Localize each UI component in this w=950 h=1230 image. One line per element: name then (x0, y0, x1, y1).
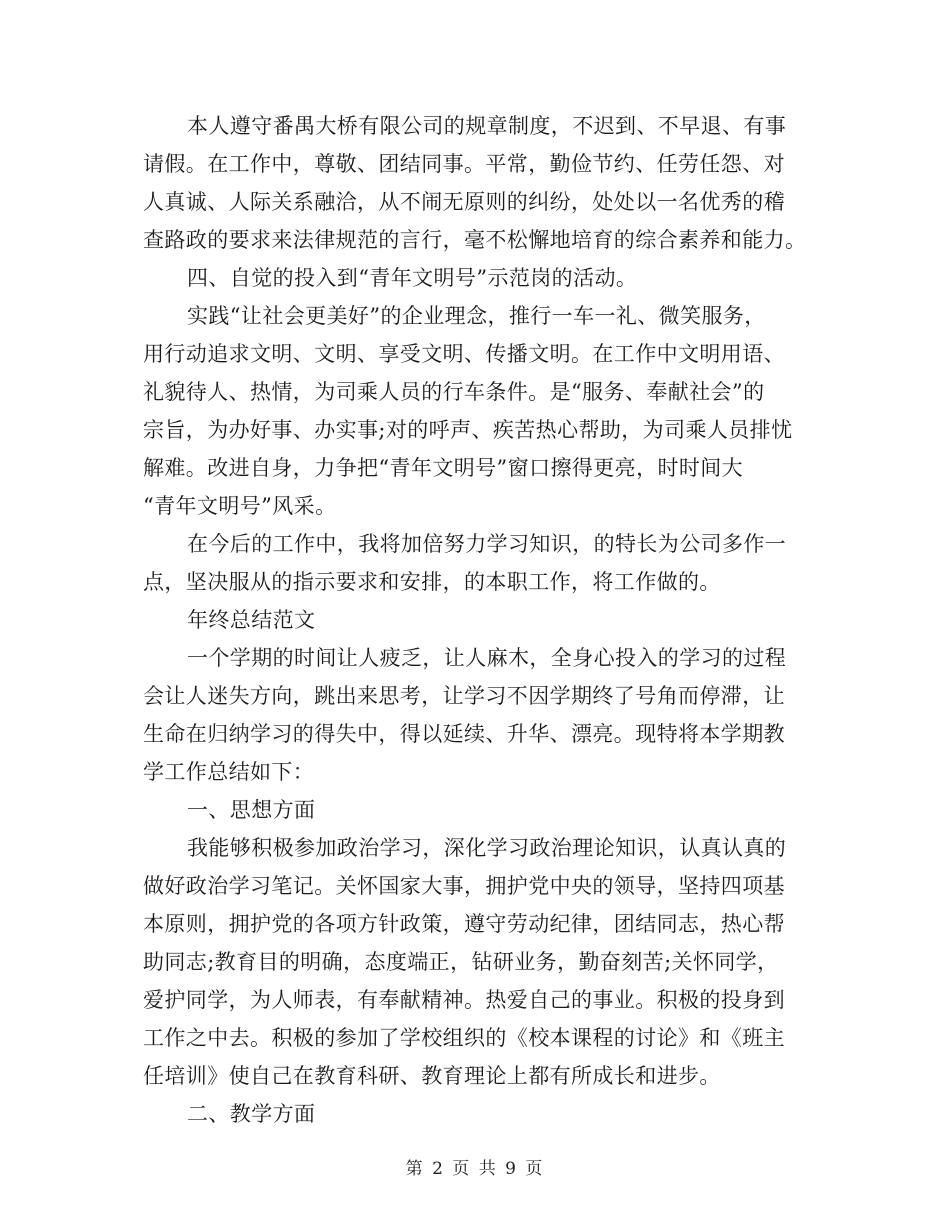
text-line: 会让人迷失方向，跳出来思考，让学习不因学期终了号角而停滞，让 (143, 684, 785, 708)
text-line: 解难。改进自身，力争把“青年文明号”窗口擦得更亮，时时间大 (143, 456, 744, 480)
text-line: 在今后的工作中，我将加倍努力学习知识，的特长为公司多作一 (187, 532, 787, 556)
text-line: “青年文明号”风采。 (143, 494, 337, 518)
text-line: 本人遵守番禺大桥有限公司的规章制度，不迟到、不早退、有事 (187, 114, 787, 138)
text-line: 年终总结范文 (187, 608, 316, 632)
text-line: 一、思想方面 (187, 798, 316, 822)
text-line: 学工作总结如下： (143, 760, 315, 784)
text-line: 查路政的要求来法律规范的言行，毫不松懈地培育的综合素养和能力。 (143, 228, 807, 252)
text-line: 请假。在工作中，尊敬、团结同事。平常，勤俭节约、任劳任怨、对 (143, 152, 785, 176)
text-line: 点，坚决服从的指示要求和安排，的本职工作，将工作做的。 (143, 570, 721, 594)
text-line: 四、自觉的投入到“青年文明号”示范岗的活动。 (187, 266, 638, 290)
text-line: 二、教学方面 (187, 1102, 316, 1126)
text-line: 人真诚、人际关系融洽，从不闹无原则的纠纷，处处以一名优秀的稽 (143, 190, 785, 214)
text-line: 生命在归纳学习的得失中，得以延续、升华、漂亮。现特将本学期教 (143, 722, 785, 746)
page-footer: 第 2 页 共 9 页 (405, 1159, 545, 1179)
text-line: 做好政治学习笔记。关怀国家大事，拥护党中央的领导，坚持四项基 (143, 874, 785, 898)
text-line: 助同志;教育目的明确，态度端正，钻研业务，勤奋刻苦;关怀同学， (143, 950, 779, 974)
text-line: 礼貌待人、热情，为司乘人员的行车条件。是“服务、奉献社会”的 (143, 380, 765, 404)
text-line: 一个学期的时间让人疲乏，让人麻木，全身心投入的学习的过程 (187, 646, 787, 670)
text-line: 任培训》使自己在教育科研、教育理论上都有所成长和进步。 (143, 1064, 721, 1088)
text-line: 宗旨，为办好事、办实事;对的呼声、疾苦热心帮助，为司乘人员排忧 (143, 418, 793, 442)
text-line: 实践“让社会更美好”的企业理念，推行一车一礼、微笑服务， (187, 304, 766, 328)
text-line: 我能够积极参加政治学习，深化学习政治理论知识，认真认真的 (187, 836, 787, 860)
text-line: 本原则，拥护党的各项方针政策，遵守劳动纪律，团结同志，热心帮 (143, 912, 785, 936)
text-line: 工作之中去。积极的参加了学校组织的《校本课程的讨论》和《班主 (143, 1026, 785, 1050)
text-line: 用行动追求文明、文明、享受文明、传播文明。在工作中文明用语、 (143, 342, 785, 366)
document-body (143, 107, 807, 1133)
text-line: 爱护同学，为人师表，有奉献精神。热爱自己的事业。积极的投身到 (143, 988, 785, 1012)
